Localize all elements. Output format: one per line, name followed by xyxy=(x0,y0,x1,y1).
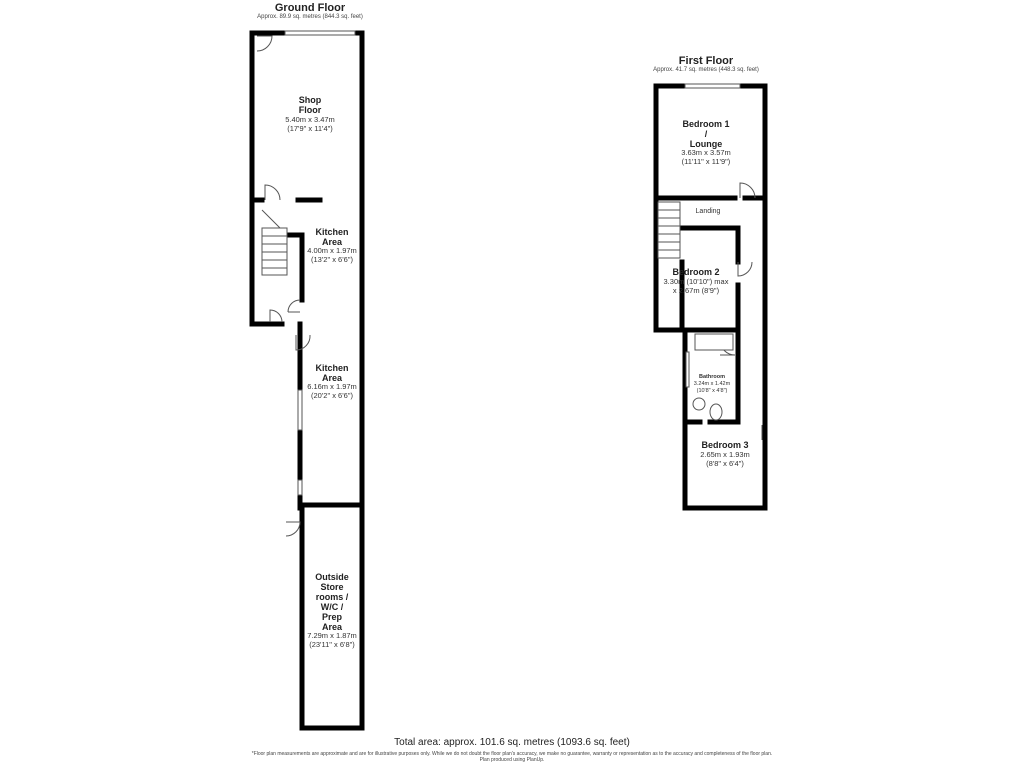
room-kitchen-2-dims xyxy=(282,382,382,400)
room-name-line: Prep xyxy=(321,612,342,622)
room-name-line: Landing xyxy=(695,208,721,215)
room-dim-line: 5.40m x 3.47m xyxy=(285,115,335,124)
room-bathroom-label xyxy=(682,374,742,395)
room-dim-line: (17'9" x 11'4") xyxy=(287,124,333,133)
room-dim-line: 6.16m x 1.97m xyxy=(307,382,357,391)
room-name-line: Store xyxy=(320,582,344,592)
room-name-line: Shop xyxy=(298,95,322,105)
room-dim-line: (23'11" x 6'8") xyxy=(309,640,355,649)
room-bedroom-3-dims xyxy=(675,450,775,468)
room-dim-line: 2.65m x 1.93m xyxy=(700,450,750,459)
room-outside-store-dims xyxy=(282,631,382,649)
room-dim-line: 3.24m x 1.42m xyxy=(693,381,731,387)
room-name-line: Lounge xyxy=(689,139,723,149)
room-name-line: Bathroom xyxy=(699,374,725,380)
room-dim-line: (11'11" x 11'9") xyxy=(681,157,731,166)
room-dim-line: (8'8" x 6'4") xyxy=(706,459,744,468)
first-floor-area: Approx. 41.7 sq. metres (448.3 sq. feet) xyxy=(653,67,759,73)
room-name-line: Bedroom 3 xyxy=(701,440,749,450)
room-kitchen-1-dims xyxy=(282,246,382,264)
room-bedroom-2-dims xyxy=(646,277,746,295)
room-dim-line: x 2.67m (8'9") xyxy=(672,286,720,295)
disclaimer-line: Plan produced using PlanUp. xyxy=(479,757,545,763)
room-shop-floor-dims xyxy=(260,115,360,133)
room-name-line: / xyxy=(704,129,708,139)
room-bedroom-2-name xyxy=(656,267,736,277)
room-name-line: W/C / xyxy=(320,602,344,612)
room-name-line: Area xyxy=(321,622,342,632)
room-name-line: rooms / xyxy=(315,592,349,602)
room-name-line: Area xyxy=(321,237,342,247)
room-name-line: Kitchen xyxy=(315,363,349,373)
room-name-line: Area xyxy=(321,373,342,383)
room-dim-line: 7.29m x 1.87m xyxy=(307,631,357,640)
total-area: Total area: approx. 101.6 sq. metres (1093.6 sq. feet) xyxy=(394,737,630,748)
room-landing-name xyxy=(668,207,748,216)
room-bedroom-1-dims xyxy=(656,148,756,166)
room-name-line: Bedroom 1 xyxy=(682,119,730,129)
room-outside-store-name xyxy=(292,572,372,632)
room-bedroom-3-name xyxy=(685,440,765,450)
room-dim-line: (10'8" x 4'8") xyxy=(696,388,728,394)
room-kitchen-2-name xyxy=(292,363,372,383)
room-shop-floor-name xyxy=(270,95,350,115)
room-bedroom-1-name xyxy=(666,119,746,149)
ground-floor-title: Ground Floor xyxy=(274,2,346,14)
room-dim-line: (20'2" x 6'6") xyxy=(311,391,353,400)
first-floor-title: First Floor xyxy=(678,55,734,67)
room-name-line: Floor xyxy=(298,105,322,115)
room-dim-line: 3.30m (10'10") max xyxy=(663,277,729,286)
room-name-line: Bedroom 2 xyxy=(672,267,720,277)
disclaimer-line: *Floor plan measurements are approximate and are for illustrative purposes only. While we do not doubt the floor plan's accuracy, we make no guarantee, warranty or representation as to the accuracy and completeness of the floor plan. xyxy=(251,751,773,757)
room-dim-line: (13'2" x 6'6") xyxy=(311,255,353,264)
room-kitchen-1-name xyxy=(292,227,372,247)
room-dim-line: 4.00m x 1.97m xyxy=(307,246,357,255)
disclaimer xyxy=(0,751,1024,763)
room-name-line: Outside xyxy=(315,572,349,582)
room-name-line: Kitchen xyxy=(315,227,349,237)
ground-floor-area: Approx. 89.9 sq. metres (844.3 sq. feet) xyxy=(257,14,363,20)
room-dim-line: 3.63m x 3.57m xyxy=(681,148,731,157)
